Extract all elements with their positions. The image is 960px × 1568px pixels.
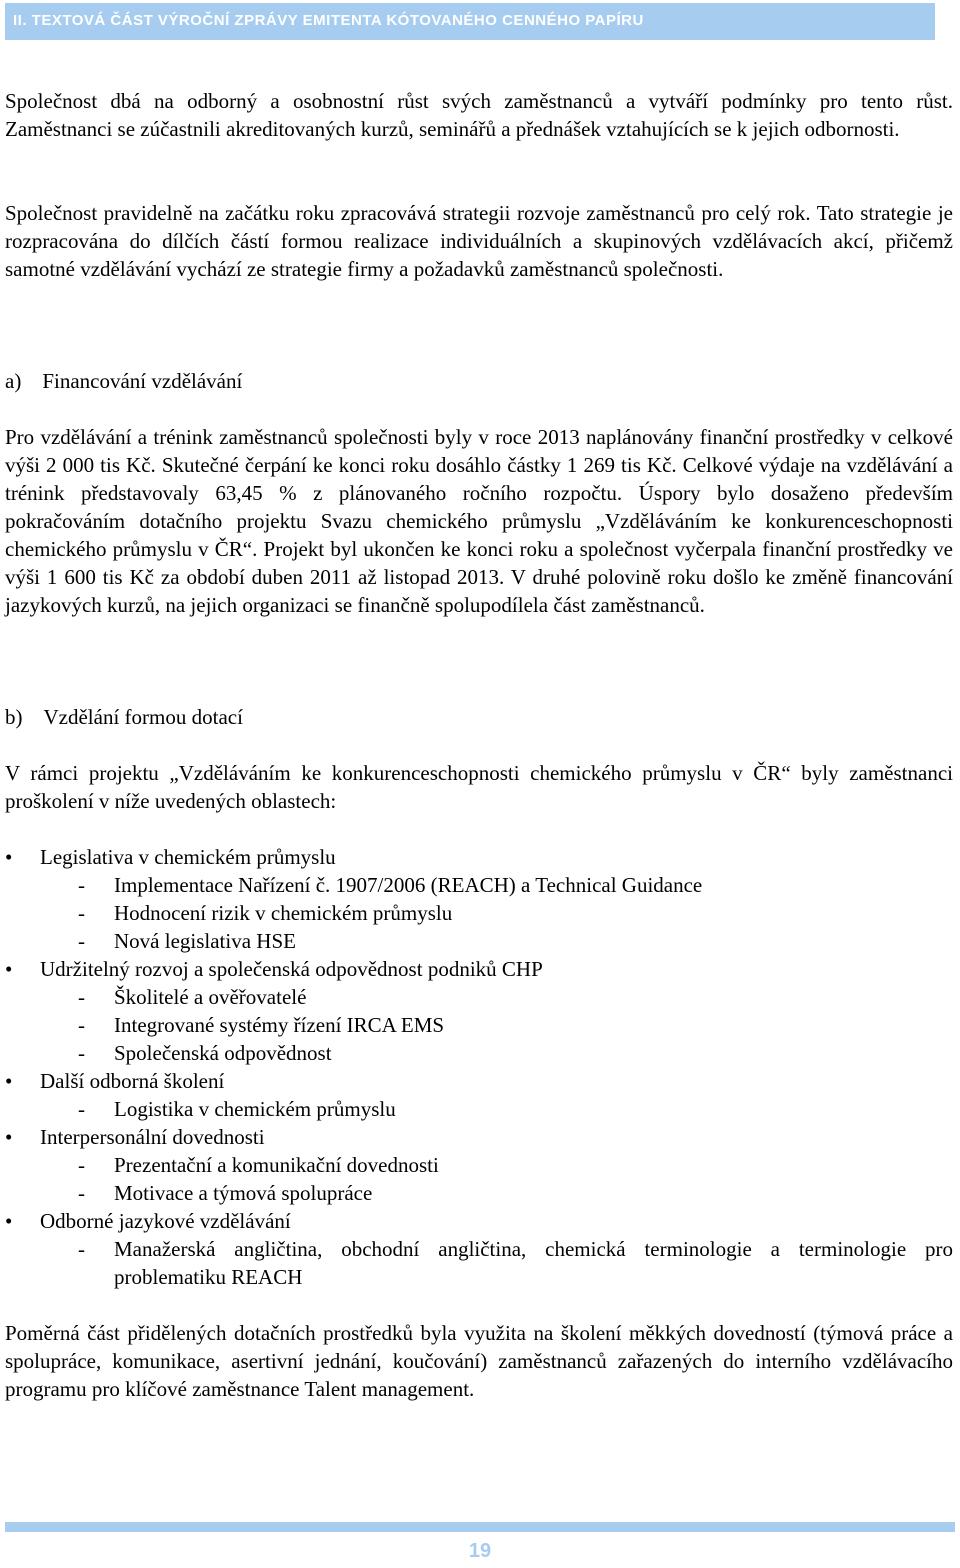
list-item bbox=[5, 1123, 953, 1207]
paragraph-soft-skills: Poměrná část přidělených dotačních prostředků byla využita na školení měkkých dovedností (týmová práce a spolupráce, komunikace, asertivní jednání, koučování) zaměstnanců zařazených do interního vzdělávacího programu pro klíčové zaměstnance Talent management. bbox=[5, 1321, 953, 1401]
paragraph-development-strategy: Společnost pravidelně na začátku roku zpracovává strategii rozvoje zaměstnanců pro celý rok. Tato strategie je rozpracována do dílčích částí formou realizace individuálních a skupinových vzdělávacích akcí, přičemž samotné vzdělávání vychází ze strategie firmy a požadavků zaměstnanců společnosti. bbox=[5, 201, 953, 281]
training-area-label: Interpersonální dovednosti bbox=[40, 1125, 265, 1149]
training-area-label: Další odborná školení bbox=[40, 1069, 225, 1093]
training-topic: Společenská odpovědnost bbox=[114, 1041, 332, 1065]
training-topic: Implementace Nařízení č. 1907/2006 (REACH) a Technical Guidance bbox=[114, 873, 703, 897]
list-item bbox=[5, 1067, 953, 1123]
list-item: - Společenská odpovědnost bbox=[78, 1041, 332, 1065]
training-topic: Integrované systémy řízení IRCA EMS bbox=[114, 1013, 445, 1037]
list-item: - Implementace Nařízení č. 1907/2006 (REACH) a Technical Guidance bbox=[78, 873, 703, 897]
list-item bbox=[5, 955, 953, 1067]
list-item: - Integrované systémy řízení IRCA EMS bbox=[78, 1013, 445, 1037]
list-item: - Manažerská angličtina, obchodní angličtina, chemická terminologie a terminologie pro problematiku REACH bbox=[78, 1237, 953, 1289]
paragraph-project-intro: V rámci projektu „Vzděláváním ke konkurenceschopnosti chemického průmyslu v ČR“ byly zaměstnanci proškolení v níže uvedených oblastech: bbox=[5, 761, 953, 813]
training-topic: Logistika v chemickém průmyslu bbox=[114, 1097, 396, 1121]
page-number: 19 bbox=[468, 1540, 492, 1562]
training-area-label: Odborné jazykové vzdělávání bbox=[40, 1209, 291, 1233]
training-topic: Hodnocení rizik v chemickém průmyslu bbox=[114, 901, 453, 925]
training-topic: Motivace a týmová spolupráce bbox=[114, 1181, 373, 1205]
paragraph-financing: Pro vzdělávání a trénink zaměstnanců společnosti byly v roce 2013 naplánovány finanční prostředky v celkové výši 2 000 tis Kč. Skutečné čerpání ke konci roku dosáhlo částky 1 269 tis Kč. Celkové výdaje na vzdělávání a trénink představovaly 63,45 % z plánovaného ročního rozpočtu. Úspory bylo dosaženo především pokračováním dotačního projektu Svazu chemického průmyslu „Vzděláváním ke konkurenceschopnosti chemického průmyslu v ČR“. Projekt byl ukončen ke konci roku a společnost vyčerpala finanční prostředky ve výši 1 600 tis Kč za období duben 2011 až listopad 2013. V druhé polovině roku došlo ke změně financování jazykových kurzů, na jejich organizaci se finančně spolupodílela část zaměstnanců. bbox=[5, 425, 953, 617]
training-topic: Školitelé a ověřovatelé bbox=[114, 985, 307, 1009]
paragraph-employee-growth: Společnost dbá na odborný a osobnostní růst svých zaměstnanců a vytváří podmínky pro tento růst. Zaměstnanci se zúčastnili akreditovaných kurzů, seminářů a přednášek vztahujících se k jejich odbornosti. bbox=[5, 89, 953, 141]
training-topic: Prezentační a komunikační dovednosti bbox=[114, 1153, 439, 1177]
list-item: - Motivace a týmová spolupráce bbox=[78, 1181, 373, 1205]
section-header-bar bbox=[5, 3, 935, 40]
list-item: - Prezentační a komunikační dovednosti bbox=[78, 1153, 439, 1177]
training-areas-list bbox=[5, 843, 953, 1291]
heading-financing: a) Financování vzdělávání bbox=[5, 369, 243, 393]
list-item bbox=[5, 843, 953, 955]
list-item: - Logistika v chemickém průmyslu bbox=[78, 1097, 396, 1121]
list-item: - Školitelé a ověřovatelé bbox=[78, 985, 307, 1009]
heading-subsidized-education: b) Vzdělání formou dotací bbox=[5, 705, 243, 729]
training-area-label: Legislativa v chemickém průmyslu bbox=[40, 845, 336, 869]
training-topic: Nová legislativa HSE bbox=[114, 929, 296, 953]
list-item: - Nová legislativa HSE bbox=[78, 929, 296, 953]
training-area-label: Udržitelný rozvoj a společenská odpovědnost podniků CHP bbox=[40, 957, 543, 981]
list-item bbox=[5, 1207, 953, 1291]
footer-bar bbox=[5, 1522, 955, 1532]
section-header-title: II. TEXTOVÁ ČÁST VÝROČNÍ ZPRÁVY EMITENTA KÓTOVANÉHO CENNÉHO PAPÍRU bbox=[13, 12, 644, 29]
training-topic: Manažerská angličtina, obchodní angličtina, chemická terminologie a terminologie pro problematiku REACH bbox=[114, 1237, 953, 1289]
list-item: - Hodnocení rizik v chemickém průmyslu bbox=[78, 901, 453, 925]
